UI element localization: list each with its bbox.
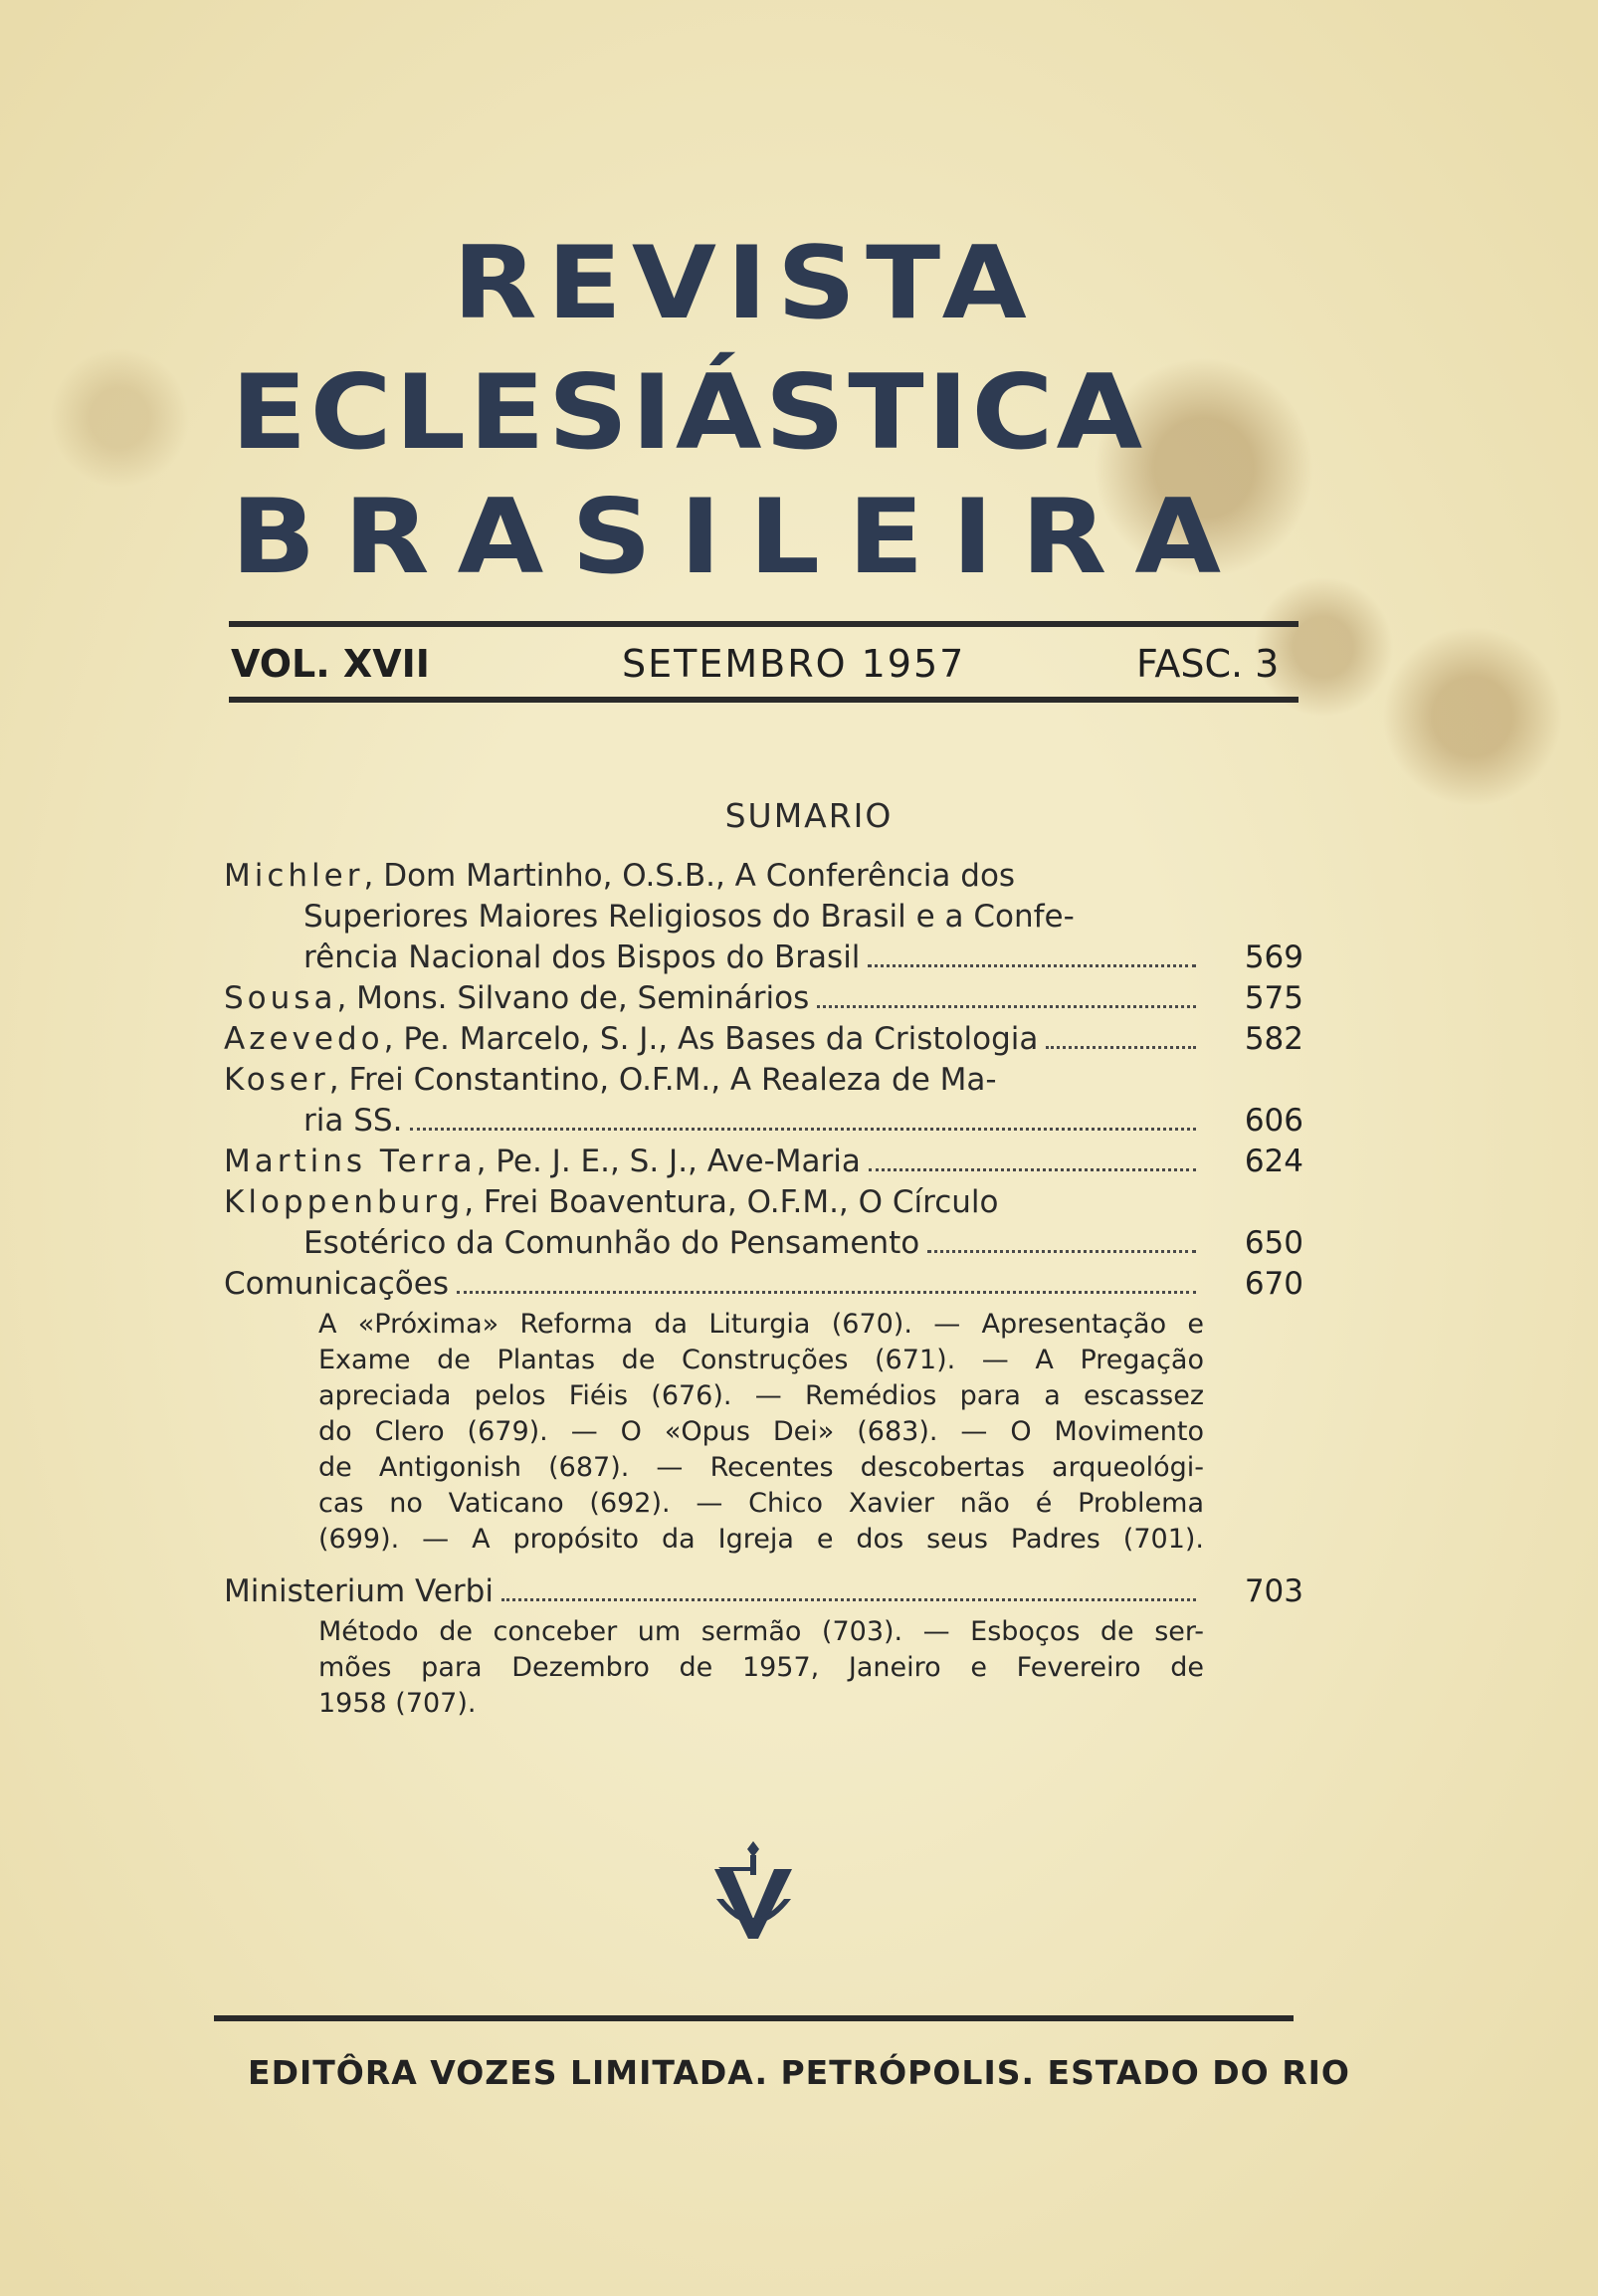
section-contents [318, 1614, 1204, 1722]
section-line: Exame de Plantas de Construções (671). — A Pregação [318, 1345, 1204, 1375]
toc-author: Sousa [224, 980, 337, 1016]
fascicle-label: FASC. 3 [1136, 642, 1280, 686]
toc-author: Michler [224, 858, 364, 894]
toc-page-number: 703 [1244, 1573, 1303, 1609]
toc-text: rência Nacional dos Bispos do Brasil [303, 939, 861, 975]
toc-entry [224, 1142, 1303, 1182]
toc-text: Superiores Maiores Religiosos do Brasil e a Confe- [303, 899, 1075, 935]
leader-dots [501, 1598, 1196, 1601]
volume-label: VOL. XVII [231, 642, 430, 686]
toc-text: ria SS. [303, 1103, 403, 1139]
section-line: (699). — A propósito da Igreja e dos seus Padres (701). [318, 1524, 1204, 1555]
toc-author: Kloppenburg [224, 1184, 465, 1220]
section-line: cas no Vaticano (692). — Chico Xavier não é Problema [318, 1488, 1204, 1519]
toc-text: , Pe. J. E., S. J., Ave-Maria [476, 1144, 861, 1179]
section-line: A «Próxima» Reforma da Liturgia (670). — Apresentação e [318, 1309, 1204, 1340]
title-line-2: ECLESIÁSTICA [231, 353, 1146, 473]
toc-page-number: 569 [1244, 939, 1303, 975]
toc-entry [224, 1060, 1303, 1142]
leader-dots [868, 964, 1196, 967]
publisher-monogram-icon [706, 1839, 801, 1949]
footer-rule [214, 2015, 1294, 2021]
toc-page-number: 624 [1244, 1144, 1303, 1179]
toc-page-number: 650 [1244, 1225, 1303, 1261]
toc-text: , Pe. Marcelo, S. J., As Bases da Cristologia [383, 1021, 1039, 1057]
toc-page-number: 606 [1244, 1103, 1303, 1139]
section-line: mões para Dezembro de 1957, Janeiro e Fevereiro de [318, 1652, 1204, 1683]
toc-section-ministerium [224, 1571, 1303, 1722]
top-rule [229, 621, 1298, 627]
leader-dots [927, 1250, 1196, 1253]
table-of-contents [224, 856, 1303, 1736]
section-line: do Clero (679). — O «Opus Dei» (683). — O Movimento [318, 1416, 1204, 1447]
section-line: de Antigonish (687). — Recentes descobertas arqueológi- [318, 1452, 1204, 1483]
toc-entry [224, 1019, 1303, 1060]
toc-entry [224, 1182, 1303, 1264]
toc-author: Martins Terra [224, 1144, 477, 1179]
bottom-rule [229, 697, 1298, 703]
toc-page-number: 670 [1244, 1266, 1303, 1302]
toc-entry [224, 978, 1303, 1019]
section-line: Método de conceber um sermão (703). — Esboços de ser- [318, 1616, 1204, 1647]
title-line-3: BRASILEIRA [231, 478, 1250, 597]
issue-date: SETEMBRO 1957 [622, 642, 966, 686]
section-heading: Ministerium Verbi [224, 1573, 494, 1609]
publisher-line: EDITÔRA VOZES LIMITADA. PETRÓPOLIS. ESTADO DO RIO [248, 2053, 1350, 2092]
summary-heading: SUMARIO [724, 796, 894, 835]
section-contents [318, 1307, 1204, 1558]
title-line-1: REVISTA [453, 224, 1037, 341]
leader-dots [457, 1291, 1196, 1294]
toc-text: , Frei Boaventura, O.F.M., O Círculo [464, 1184, 999, 1220]
toc-text: , Mons. Silvano de, Seminários [336, 980, 810, 1016]
leader-dots [817, 1005, 1196, 1008]
leader-dots [1046, 1046, 1196, 1049]
toc-page-number: 575 [1244, 980, 1303, 1016]
toc-section-comunicacoes [224, 1264, 1303, 1558]
section-heading: Comunicações [224, 1266, 449, 1302]
leader-dots [410, 1128, 1196, 1131]
toc-author: Azevedo [224, 1021, 384, 1057]
toc-text: Esotérico da Comunhão do Pensamento [303, 1225, 920, 1261]
section-line: apreciada pelos Fiéis (676). — Remédios para a escassez [318, 1380, 1204, 1411]
toc-text: , Frei Constantino, O.F.M., A Realeza de Ma- [328, 1062, 997, 1098]
leader-dots [869, 1168, 1196, 1171]
toc-author: Koser [224, 1062, 329, 1098]
toc-page-number: 582 [1244, 1021, 1303, 1057]
section-line: 1958 (707). [318, 1688, 477, 1719]
toc-text: , Dom Martinho, O.S.B., A Conferência dos [363, 858, 1016, 894]
toc-entry [224, 856, 1303, 978]
